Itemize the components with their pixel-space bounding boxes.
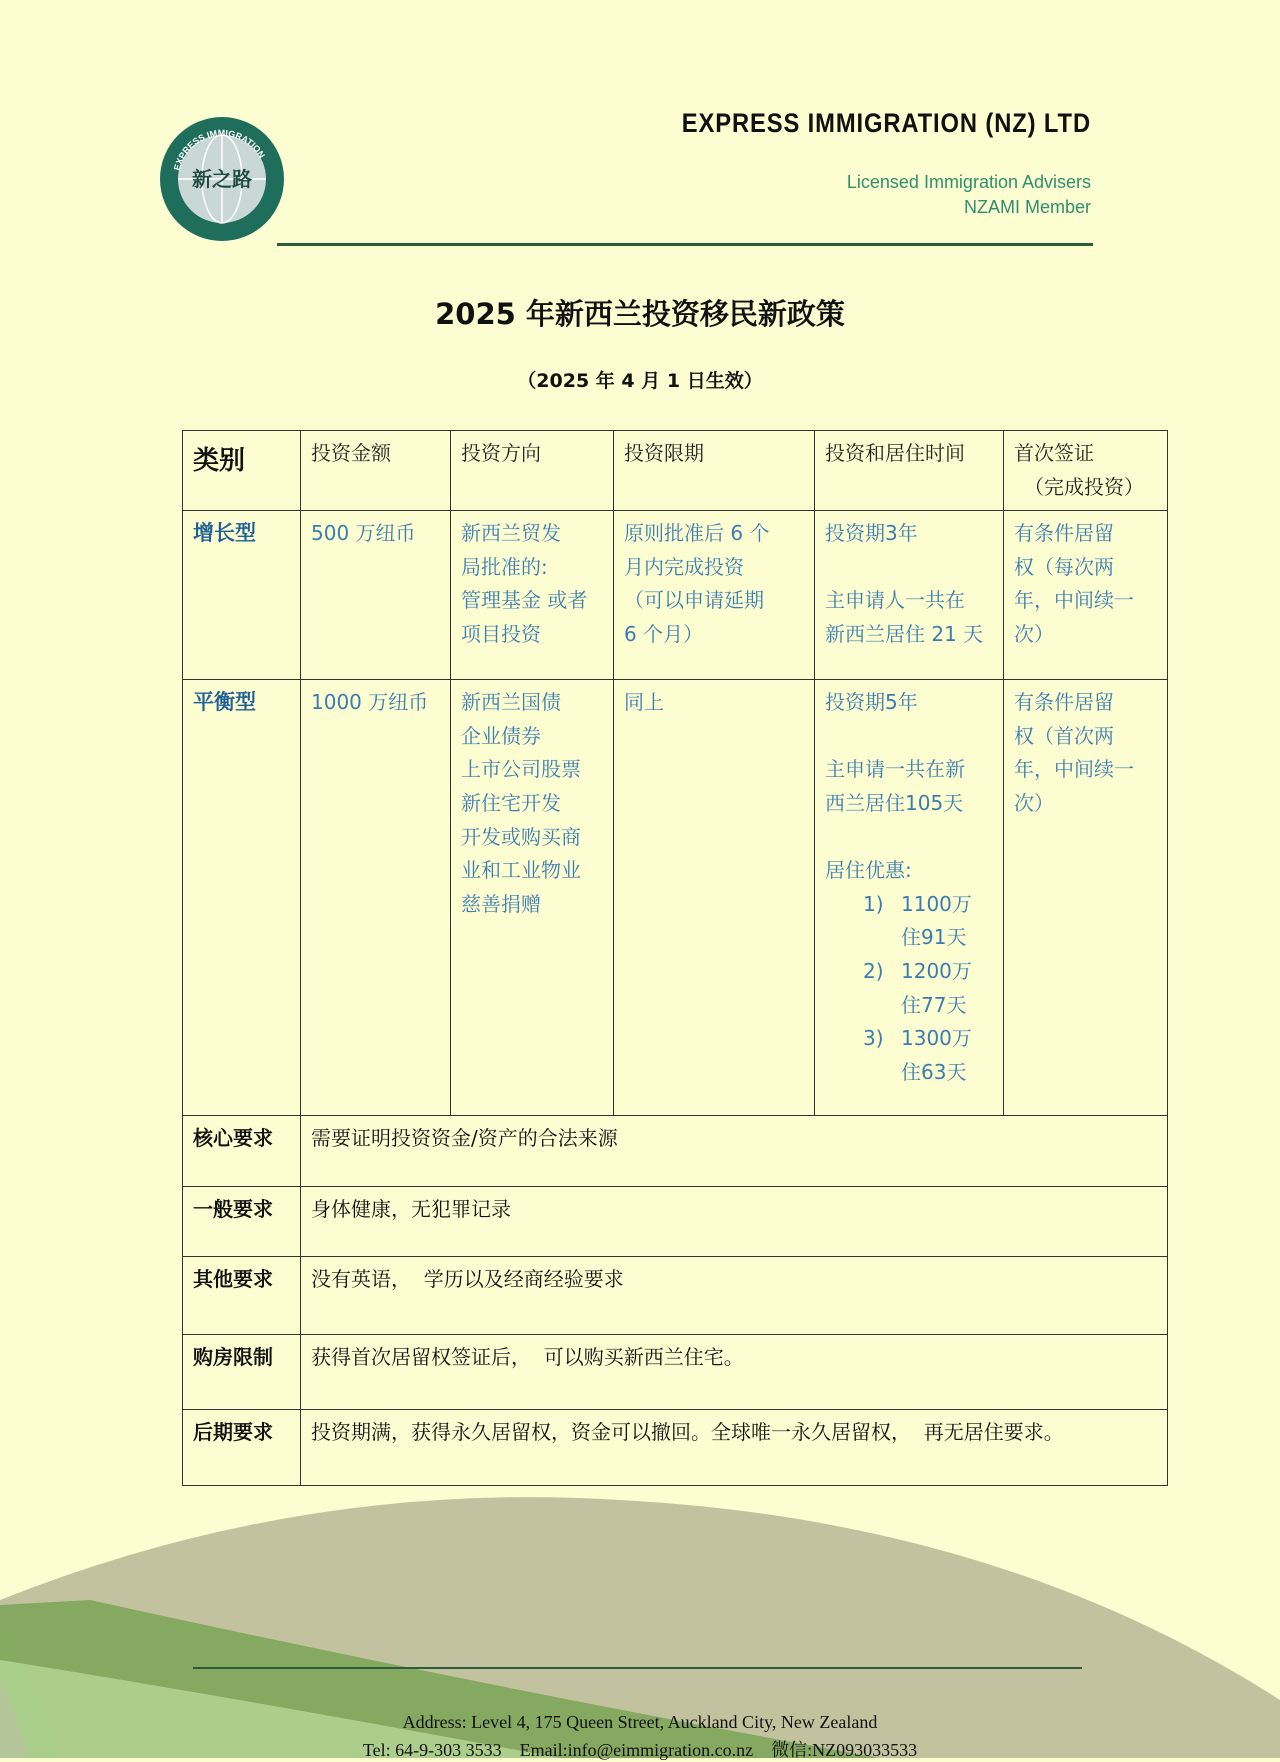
benefit-amount: 1300万	[901, 1026, 972, 1051]
header-divider	[277, 243, 1093, 246]
line: 新西兰居住 21 天	[825, 621, 984, 646]
nzami-member-text: NZAMI Member	[963, 197, 1091, 217]
footer-divider	[193, 1667, 1082, 1669]
direction-balanced	[451, 680, 614, 1116]
header-period: 投资限期	[614, 431, 815, 511]
requirement-text: 需要证明投资资金/资产的合法来源	[301, 1116, 1168, 1187]
residence-balanced	[815, 680, 1004, 1116]
line: 6 个月）	[624, 621, 704, 646]
category-growth: 增长型	[183, 511, 301, 680]
benefit-amount: 1100万	[901, 891, 972, 916]
document-title: 2025 年新西兰投资移民新政策	[435, 297, 845, 331]
line: （可以申请延期	[624, 588, 764, 613]
requirement-label: 购房限制	[183, 1335, 301, 1410]
header-amount: 投资金额	[301, 431, 451, 511]
benefit-item	[863, 955, 993, 989]
line: 有条件居留	[1014, 690, 1114, 715]
requirement-label: 核心要求	[183, 1116, 301, 1187]
requirement-row	[183, 1187, 1168, 1257]
line: 项目投资	[461, 621, 541, 646]
table-header-row	[183, 431, 1168, 511]
svg-text:EXPRESS IMMIGRATION: EXPRESS IMMIGRATION	[171, 127, 267, 172]
visa-growth	[1004, 511, 1168, 680]
svg-text:新之路: 新之路	[192, 167, 252, 191]
requirement-text: 没有英语， 学历以及经商经验要求	[301, 1257, 1168, 1335]
line: 新西兰贸发	[461, 521, 561, 546]
line: 次）	[1014, 621, 1054, 646]
benefit-item	[863, 1022, 993, 1056]
header-direction: 投资方向	[451, 431, 614, 511]
line: 管理基金 或者	[461, 588, 588, 613]
line: 原则批准后 6 个	[624, 521, 770, 546]
line: 开发或购买商	[461, 824, 581, 849]
residence-growth	[815, 511, 1004, 680]
table-row-growth	[183, 511, 1168, 680]
line: 上市公司股票	[461, 757, 581, 782]
line: 年，中间续一	[1014, 588, 1134, 613]
benefit-list	[825, 888, 993, 1090]
line: 有条件居留	[1014, 521, 1114, 546]
table-row-balanced	[183, 680, 1168, 1116]
line: 主申请人一共在	[825, 588, 965, 613]
requirement-label: 其他要求	[183, 1257, 301, 1335]
requirement-row	[183, 1335, 1168, 1410]
benefit-number: 3)	[863, 1026, 884, 1051]
spacer	[825, 720, 993, 754]
line: 新西兰国债	[461, 690, 561, 715]
benefit-days: 住91天	[901, 925, 967, 950]
period-balanced: 同上	[614, 680, 815, 1116]
benefit-number: 1)	[863, 891, 884, 916]
line: 业和工业物业	[461, 858, 581, 883]
benefit-amount: 1200万	[901, 958, 972, 983]
spacer	[825, 821, 993, 855]
header-visa-line2: （完成投资）	[1024, 474, 1144, 499]
line: 新住宅开发	[461, 790, 561, 815]
line: 权（每次两	[1014, 554, 1114, 579]
benefit-days: 住77天	[901, 992, 967, 1017]
amount-balanced: 1000 万纽币	[301, 680, 451, 1116]
line: 企业债券	[461, 723, 541, 748]
amount-growth: 500 万纽币	[301, 511, 451, 680]
direction-growth	[451, 511, 614, 680]
requirement-row	[183, 1410, 1168, 1486]
line: 年，中间续一	[1014, 757, 1134, 782]
header-residence: 投资和居住时间	[815, 431, 1004, 511]
line: 居住优惠:	[825, 858, 912, 883]
spacer	[825, 551, 993, 585]
benefit-number: 2)	[863, 958, 884, 983]
benefit-item	[863, 888, 993, 922]
footer-address: Address: Level 4, 175 Queen Street, Auckland City, New Zealand	[402, 1712, 878, 1732]
period-growth	[614, 511, 815, 680]
company-logo	[159, 116, 285, 242]
requirement-row	[183, 1116, 1168, 1187]
line: 慈善捐赠	[461, 891, 541, 916]
line: 月内完成投资	[624, 554, 744, 579]
requirement-text: 投资期满，获得永久居留权，资金可以撤回。全球唯一永久居留权， 再无居住要求。	[301, 1410, 1168, 1486]
footer-contact: Tel: 64-9-303 3533 Email:info@eimmigration.co.nz 微信:NZ093033533	[362, 1740, 918, 1760]
line: 投资期5年	[825, 690, 918, 715]
requirement-label: 一般要求	[183, 1187, 301, 1257]
requirement-text: 身体健康，无犯罪记录	[301, 1187, 1168, 1257]
line: 次）	[1014, 790, 1054, 815]
line: 权（首次两	[1014, 723, 1114, 748]
category-balanced: 平衡型	[183, 680, 301, 1116]
line: 主申请一共在新	[825, 757, 965, 782]
requirement-row	[183, 1257, 1168, 1335]
company-name: EXPRESS IMMIGRATION (NZ) LTD	[681, 108, 1091, 138]
header-visa	[1004, 431, 1168, 511]
effective-date: （2025 年 4 月 1 日生效）	[517, 370, 763, 392]
benefit-days: 住63天	[901, 1059, 967, 1084]
requirement-text: 获得首次居留权签证后， 可以购买新西兰住宅。	[301, 1335, 1168, 1410]
line: 西兰居住105天	[825, 790, 964, 815]
policy-table	[182, 430, 1168, 1486]
requirement-label: 后期要求	[183, 1410, 301, 1486]
visa-balanced	[1004, 680, 1168, 1116]
header-visa-line1: 首次签证	[1014, 441, 1094, 465]
line: 投资期3年	[825, 521, 918, 546]
header-category: 类别	[183, 431, 301, 511]
licensed-advisers-text: Licensed Immigration Advisers	[846, 172, 1091, 192]
line: 局批准的:	[461, 554, 548, 579]
